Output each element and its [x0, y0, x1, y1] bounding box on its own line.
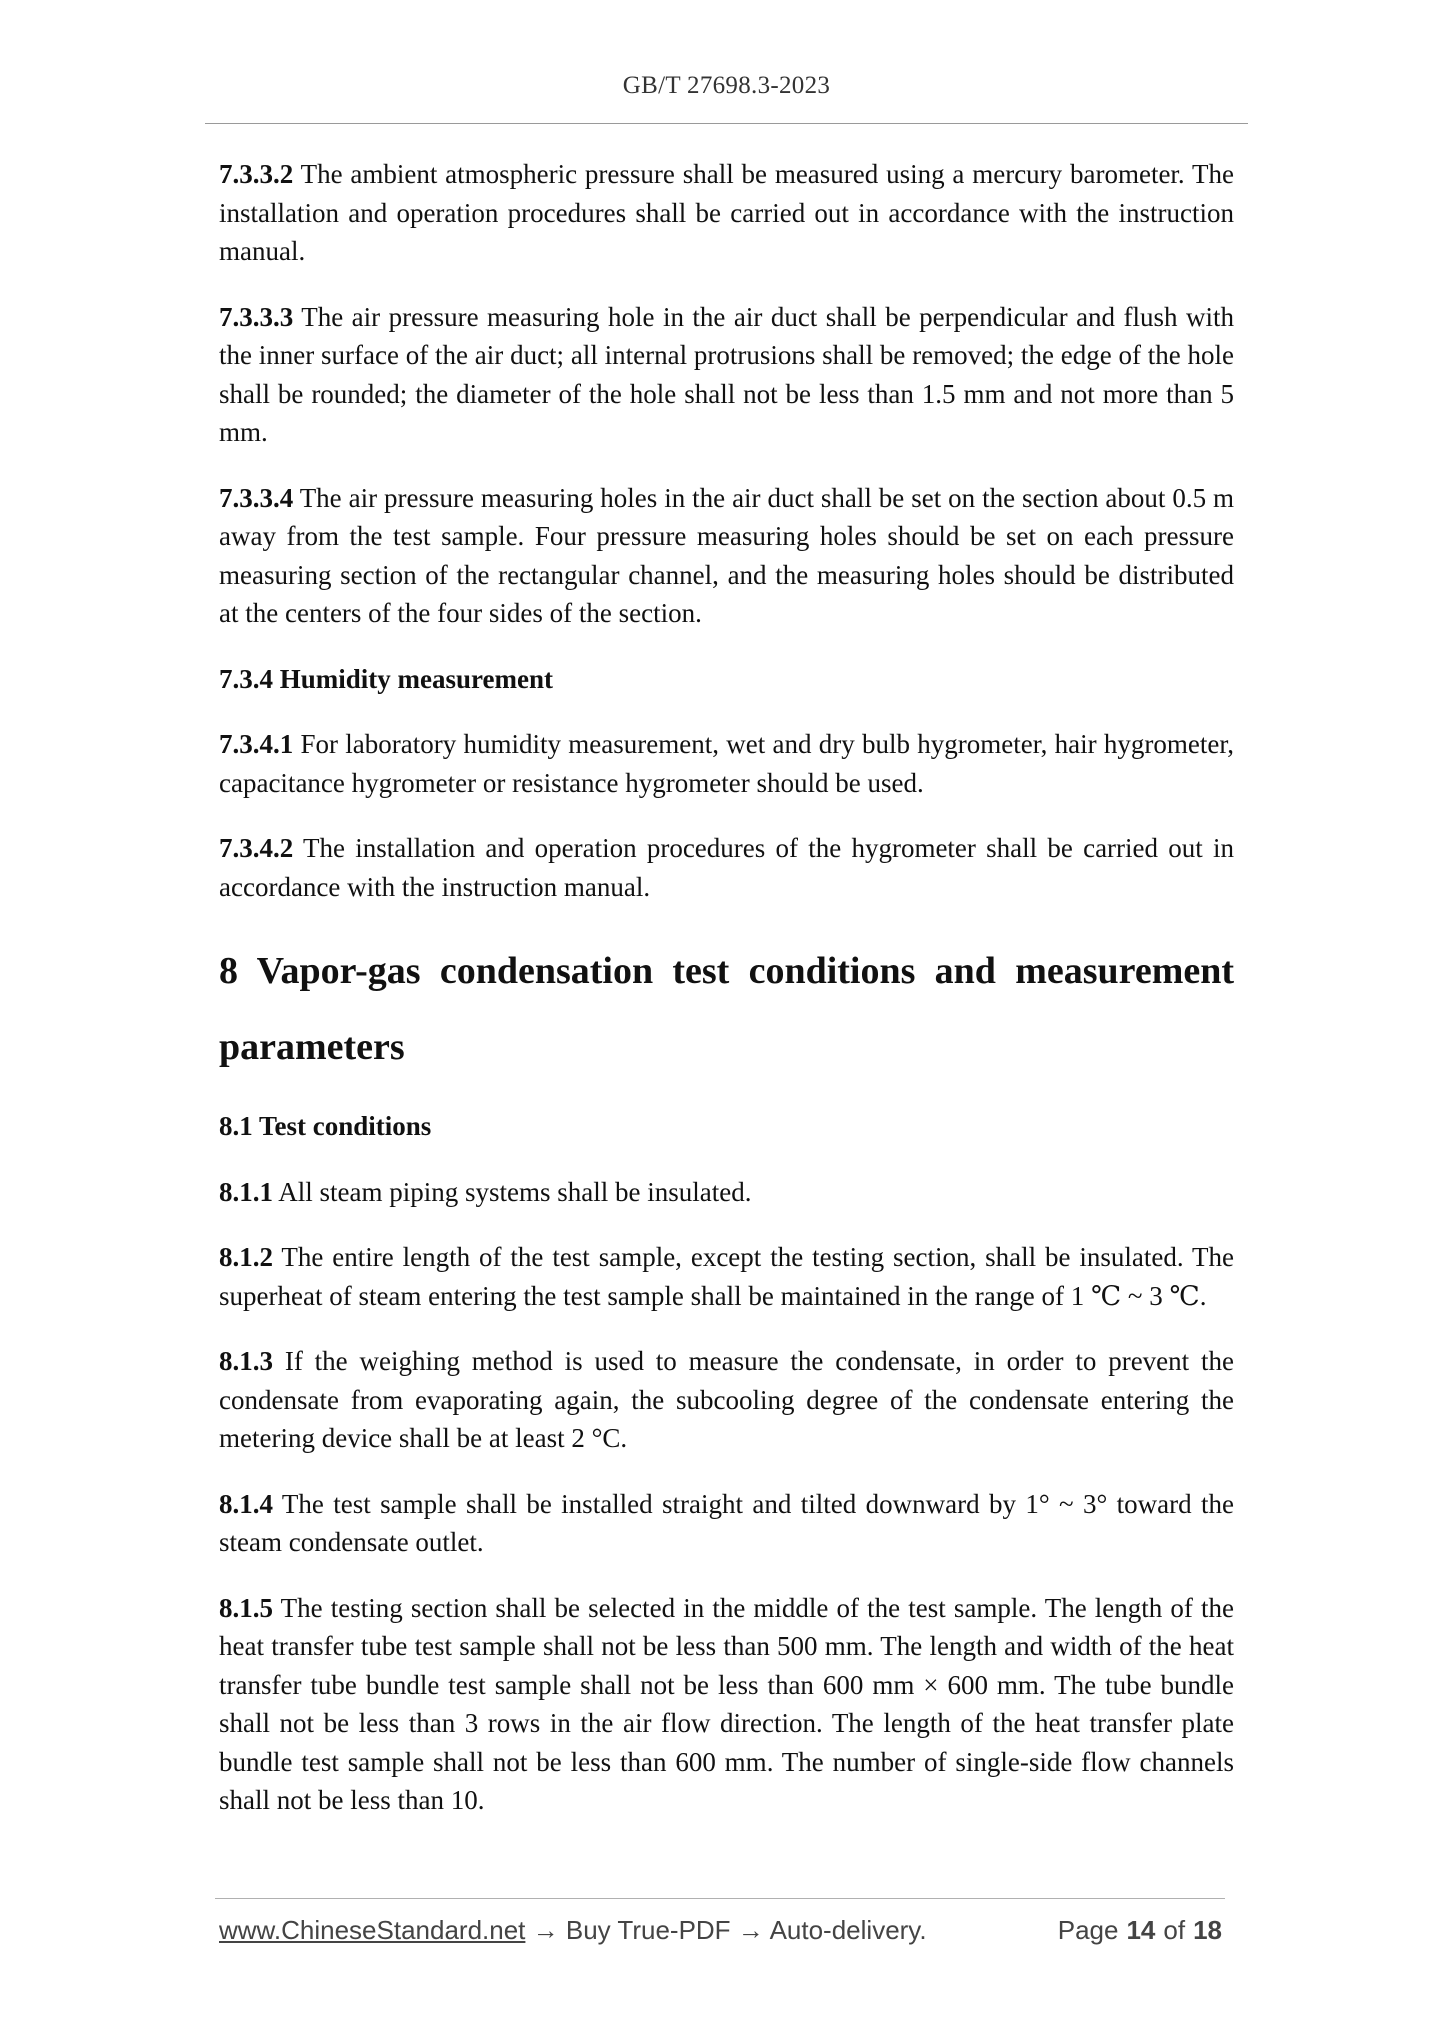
clause-text: The testing section shall be selected in the middle of the test sample. The length of the heat transfer tube test sample shall not be less than 500 mm. The length and width of the heat transfer tube bundle test sample shall not be less than 600 mm × 600 mm. The tube bundle shall not be less than 3 rows in the air flow direction. The length of the heat transfer plate bundle test sample shall not be less than 600 mm. The number of single-side flow channels shall not be less than 10.	[219, 1592, 1234, 1815]
footer-rule	[215, 1898, 1225, 1899]
clause-number: 7.3.3.3	[219, 301, 294, 332]
clause-7-3-4-2	[219, 829, 1234, 906]
chapter-heading-line1: 8 Vapor-gas condensation test conditions and measurement	[219, 950, 1234, 992]
document-header: GB/T 27698.3-2023	[622, 72, 831, 99]
page-footer	[219, 1915, 1222, 1946]
footer-promo-text: → Buy True-PDF → Auto-delivery.	[525, 1915, 927, 1945]
clause-8-1-5	[219, 1589, 1234, 1820]
clause-8-1-1	[219, 1173, 1234, 1212]
clause-8-1-2	[219, 1238, 1234, 1315]
clause-number: 8.1.1	[219, 1176, 273, 1207]
current-page-number: 14	[1126, 1915, 1156, 1945]
clause-text: The entire length of the test sample, except the testing section, shall be insulated. The superheat of steam entering the test sample shall be maintained in the range of 1 ℃ ~ 3 ℃.	[219, 1242, 1234, 1311]
clause-number: 7.3.4.2	[219, 833, 294, 863]
clause-number: 8.1.3	[219, 1346, 273, 1376]
clause-8-1-4	[219, 1485, 1234, 1562]
total-pages-number: 18	[1193, 1915, 1222, 1945]
chapter-heading-line2: parameters	[219, 1026, 405, 1068]
clause-text: The ambient atmospheric pressure shall be measured using a mercury barometer. The installation and operation procedures shall be carried out in accordance with the instruction manual.	[219, 159, 1234, 266]
section-heading-8-1: 8.1 Test conditions	[219, 1111, 432, 1141]
clause-number: 7.3.3.4	[219, 482, 294, 513]
section-heading-7-3-4: 7.3.4 Humidity measurement	[219, 663, 553, 694]
page-content	[219, 155, 1234, 1847]
clause-number: 8.1.5	[219, 1592, 273, 1623]
clause-number: 8.1.4	[219, 1488, 273, 1519]
page-label: Page	[1057, 1915, 1119, 1945]
website-link[interactable]: www.ChineseStandard.net	[219, 1915, 526, 1945]
clause-8-1-3	[219, 1342, 1234, 1458]
clause-number: 8.1.2	[219, 1242, 273, 1272]
clause-number: 7.3.3.2	[219, 159, 294, 189]
clause-7-3-4-1	[219, 725, 1234, 802]
clause-text: The test sample shall be installed straight and tilted downward by 1° ~ 3° toward the steam condensate outlet.	[219, 1488, 1234, 1557]
clause-7-3-3-2	[219, 155, 1234, 271]
clause-text: If the weighing method is used to measure the condensate, in order to prevent the condensate from evaporating again, the subcooling degree of the condensate entering the metering device shall be at least 2 °C.	[219, 1346, 1234, 1453]
page-indicator	[1058, 1915, 1222, 1946]
chapter-heading-8	[219, 933, 1234, 1085]
clause-7-3-3-3	[219, 298, 1234, 452]
clause-number: 7.3.4.1	[219, 729, 294, 759]
clause-text: The air pressure measuring holes in the air duct shall be set on the section about 0.5 m away from the test sample. Four pressure measuring holes should be set on each pressure measuring section of the rectangular channel, and the measuring holes should be distributed at the centers of the four sides of the section.	[219, 482, 1234, 628]
clause-text: The air pressure measuring hole in the air duct shall be perpendicular and flush with the inner surface of the air duct; all internal protrusions shall be removed; the edge of the hole shall be rounded; the diameter of the hole shall not be less than 1.5 mm and not more than 5 mm.	[219, 301, 1234, 447]
clause-text: For laboratory humidity measurement, wet and dry bulb hygrometer, hair hygrometer, capacitance hygrometer or resistance hygrometer should be used.	[219, 729, 1234, 798]
header-rule	[205, 123, 1248, 124]
clause-7-3-3-4	[219, 479, 1234, 633]
of-label: of	[1163, 1915, 1186, 1945]
clause-text: All steam piping systems shall be insulated.	[273, 1176, 752, 1207]
clause-text: The installation and operation procedures of the hygrometer shall be carried out in accordance with the instruction manual.	[219, 833, 1234, 902]
footer-promo	[219, 1915, 927, 1946]
